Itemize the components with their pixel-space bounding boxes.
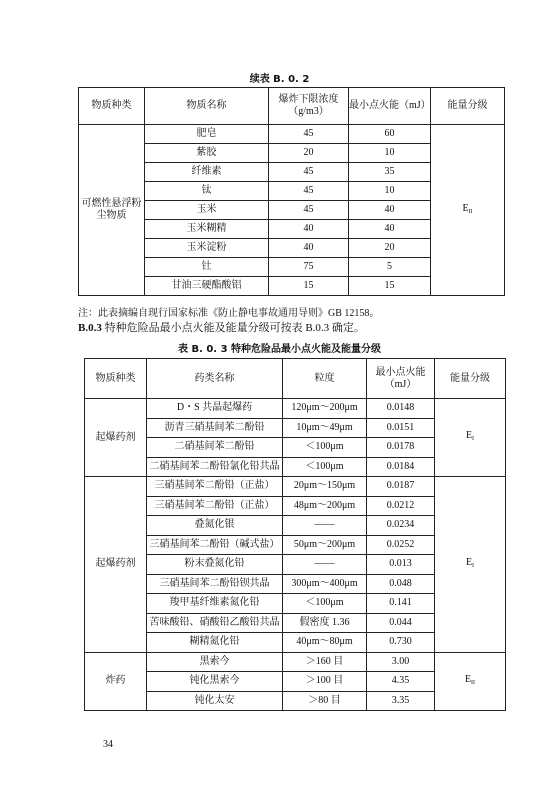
substance-kind-cell: 可燃性悬浮粉尘物质 — [79, 125, 145, 296]
agent-name-cell: 三硝基间苯二酚铅（碱式盐） — [147, 535, 283, 555]
particle-size-cell: 50μm～200μm — [283, 535, 367, 555]
page-number: 34 — [103, 739, 113, 750]
agent-name-cell: D・S 共晶起爆药 — [147, 399, 283, 419]
energy-grade-cell — [435, 477, 506, 653]
particle-size-cell: 假密度 1.36 — [283, 613, 367, 633]
particle-size-cell: ＜100μm — [283, 438, 367, 458]
table-row — [85, 652, 506, 672]
particle-size-cell: ＜100μm — [283, 457, 367, 477]
explosion-limit-cell: 75 — [269, 258, 349, 277]
particle-size-cell: 10μm～49μm — [283, 418, 367, 438]
min-ignition-energy-cell: 5 — [349, 258, 431, 277]
particle-size-cell: ＞80 目 — [283, 691, 367, 711]
agent-name-cell: 二硝基间苯二酚铅 — [147, 438, 283, 458]
substance-name-cell: 玉米淀粉 — [145, 239, 269, 258]
table2-header-grade: 能量分级 — [435, 359, 506, 399]
substance-kind-cell: 起爆药剂 — [85, 399, 147, 477]
particle-size-cell: 40μm～80μm — [283, 633, 367, 653]
table1-header-row — [79, 88, 505, 125]
min-ignition-energy-cell: 0.730 — [367, 633, 435, 653]
particle-size-cell: ＞100 目 — [283, 672, 367, 692]
particle-size-cell: 20μm～150μm — [283, 477, 367, 497]
explosion-limit-cell: 40 — [269, 220, 349, 239]
agent-name-cell: 羧甲基纤维素氮化铅 — [147, 594, 283, 614]
min-ignition-energy-cell: 10 — [349, 182, 431, 201]
substance-name-cell: 紫胶 — [145, 144, 269, 163]
agent-name-cell: 沥青三硝基间苯二酚铅 — [147, 418, 283, 438]
table1-header-energy: 最小点火能（mJ） — [349, 88, 431, 125]
agent-name-cell: 粉末叠氮化铅 — [147, 555, 283, 575]
particle-size-cell: —— — [283, 516, 367, 536]
min-ignition-energy-cell: 0.0212 — [367, 496, 435, 516]
substance-kind-cell: 炸药 — [85, 652, 147, 711]
agent-name-cell: 钝化太安 — [147, 691, 283, 711]
table2-header-row — [85, 359, 506, 399]
table1-header-name: 物质名称 — [145, 88, 269, 125]
table-row — [85, 477, 506, 497]
agent-name-cell: 三硝基间苯二酚铅钡共晶 — [147, 574, 283, 594]
table1-header-kind: 物质种类 — [79, 88, 145, 125]
substance-name-cell: 玉米糊精 — [145, 220, 269, 239]
substance-kind-cell: 起爆药剂 — [85, 477, 147, 653]
substance-name-cell: 钍 — [145, 258, 269, 277]
energy-grade-letter: E — [462, 202, 469, 214]
energy-grade-cell — [431, 125, 505, 296]
table2 — [84, 358, 506, 711]
min-ignition-energy-cell: 40 — [349, 201, 431, 220]
particle-size-cell: ＞160 目 — [283, 652, 367, 672]
energy-grade-subscript: I — [472, 436, 475, 442]
agent-name-cell: 糊精氮化铅 — [147, 633, 283, 653]
energy-grade-subscript: I — [472, 562, 475, 569]
agent-name-cell: 三硝基间苯二酚铅（正盐） — [147, 496, 283, 516]
table2-header-name: 药类名称 — [147, 359, 283, 399]
min-ignition-energy-cell: 0.013 — [367, 555, 435, 575]
table1-header-grade: 能量分级 — [431, 88, 505, 125]
min-ignition-energy-cell: 0.048 — [367, 574, 435, 594]
energy-grade-cell — [435, 399, 506, 477]
table2-caption: 表 B. 0. 3 特种危险品最小点火能及能量分级 — [177, 344, 382, 355]
explosion-limit-cell: 15 — [269, 277, 349, 296]
energy-grade-letter: E — [465, 556, 473, 568]
min-ignition-energy-cell: 0.0234 — [367, 516, 435, 536]
min-ignition-energy-cell: 20 — [349, 239, 431, 258]
particle-size-cell: 48μm～200μm — [283, 496, 367, 516]
min-ignition-energy-cell: 10 — [349, 144, 431, 163]
explosion-limit-cell: 45 — [269, 163, 349, 182]
min-ignition-energy-cell: 60 — [349, 125, 431, 144]
agent-name-cell: 叠氮化银 — [147, 516, 283, 536]
min-ignition-energy-cell: 40 — [349, 220, 431, 239]
energy-grade-letter: E — [465, 430, 473, 441]
explosion-limit-cell: 20 — [269, 144, 349, 163]
explosion-limit-cell: 45 — [269, 125, 349, 144]
min-ignition-energy-cell: 4.35 — [367, 672, 435, 692]
particle-size-cell: 120μm～200μm — [283, 399, 367, 419]
agent-name-cell: 黑索今 — [147, 652, 283, 672]
min-ignition-energy-cell: 15 — [349, 277, 431, 296]
particle-size-cell: 300μm～400μm — [283, 574, 367, 594]
agent-name-cell: 二硝基间苯二酚铅氯化铅共晶 — [147, 457, 283, 477]
energy-grade-subscript: II — [471, 679, 476, 686]
particle-size-cell: —— — [283, 555, 367, 575]
table2-header-size: 粒度 — [283, 359, 367, 399]
table1-note: 注：此表摘编自现行国家标准《防止静电事故通用导则》GB 12158。 — [78, 308, 380, 319]
table1 — [78, 87, 505, 296]
section-b03 — [78, 319, 365, 335]
min-ignition-energy-cell: 0.0148 — [367, 399, 435, 419]
table-row — [79, 125, 505, 144]
substance-name-cell: 肥皂 — [145, 125, 269, 144]
section-number: B.0.3 — [78, 322, 102, 334]
min-ignition-energy-cell: 0.141 — [367, 594, 435, 614]
min-ignition-energy-cell: 0.0187 — [367, 477, 435, 497]
energy-grade-cell — [435, 652, 506, 711]
min-ignition-energy-cell: 0.0252 — [367, 535, 435, 555]
section-text: 特种危险品最小点火能及能量分级可按表 B.0.3 确定。 — [101, 322, 365, 334]
min-ignition-energy-cell: 0.0151 — [367, 418, 435, 438]
agent-name-cell: 钝化黑索今 — [147, 672, 283, 692]
min-ignition-energy-cell: 35 — [349, 163, 431, 182]
table1-caption: 续表 B. 0. 2 — [249, 74, 310, 85]
min-ignition-energy-cell: 0.0184 — [367, 457, 435, 477]
substance-name-cell: 甘油三硬酯酸铝 — [145, 277, 269, 296]
substance-name-cell: 玉米 — [145, 201, 269, 220]
explosion-limit-cell: 45 — [269, 201, 349, 220]
min-ignition-energy-cell: 0.044 — [367, 613, 435, 633]
substance-name-cell: 纤维素 — [145, 163, 269, 182]
table2-header-kind: 物质种类 — [85, 359, 147, 399]
min-ignition-energy-cell: 0.0178 — [367, 438, 435, 458]
agent-name-cell: 三硝基间苯二酚铅（正盐） — [147, 477, 283, 497]
min-ignition-energy-cell: 3.00 — [367, 652, 435, 672]
particle-size-cell: ＜100μm — [283, 594, 367, 614]
explosion-limit-cell: 40 — [269, 239, 349, 258]
table-row — [85, 399, 506, 419]
agent-name-cell: 苦味酸铅、硝酸铅乙酸铅共晶 — [147, 613, 283, 633]
energy-grade-subscript: II — [468, 208, 473, 215]
table2-header-energy: 最小点火能（mJ） — [367, 359, 435, 399]
substance-name-cell: 钛 — [145, 182, 269, 201]
energy-grade-letter: E — [464, 673, 472, 685]
table1-header-conc: 爆炸下限浓度（g/m3） — [269, 88, 349, 125]
explosion-limit-cell: 45 — [269, 182, 349, 201]
min-ignition-energy-cell: 3.35 — [367, 691, 435, 711]
